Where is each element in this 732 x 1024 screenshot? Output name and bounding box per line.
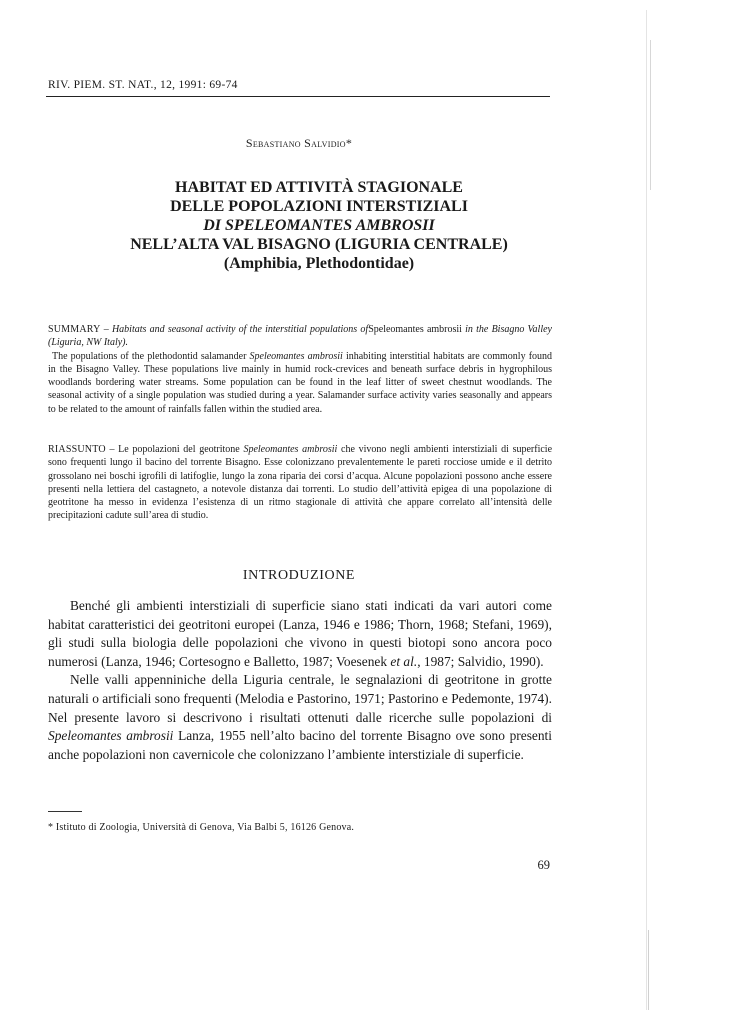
section-heading: INTRODUZIONE <box>242 568 356 583</box>
riassunto-species: Speleomantes ambrosii <box>243 444 338 455</box>
body-text <box>48 597 552 764</box>
paragraph <box>48 671 552 764</box>
summary-text: The populations of the plethodontid salamander <box>52 350 247 362</box>
riassunto-label: RIASSUNTO <box>48 444 106 455</box>
title-line: DI SPELEOMANTES AMBROSII <box>203 217 435 234</box>
riassunto-text: Le popolazioni del geotritone <box>118 444 240 455</box>
page-number: 69 <box>537 858 550 872</box>
author-name: Sebastiano Salvidio* <box>245 136 353 150</box>
paragraph-text: Nelle valli appenniniche della Liguria centrale, le segnalazioni di geotritone in grotte naturali o artificiali sono frequenti (Melodia e Pastorino, 1971; Pastorino e Pedemonte, 1974). Nel presente lavoro si descrivono i risultati ottenuti dalle ricerche sulle popolazioni di <box>48 672 552 725</box>
paragraph-text: Lanza, 1955 nell’alto bacino del torrente Bisagno ove sono presenti anche popolazioni non cavernicole che colonizzano l’ambiente interstiziale di superficie. <box>48 728 552 762</box>
footnote-rule <box>48 811 82 812</box>
title-line: DELLE POPOLAZIONI INTERSTIZIALI <box>170 198 468 215</box>
summary-text: inhabiting interstitial habitats are commonly found in the Bisagno Valley. These populations live mainly in humid rock-crevices and beneath surface debris in hygrophilous woodlands bordering water streams. Some population can be found in the leaf litter of sweet chestnut woodlands. The seasonal activity of a single population was studied during a year. Salamander surface activity varies seasonally and appears to be related to the amount of rainfalls fallen within the studied area. <box>48 350 553 415</box>
paragraph <box>48 597 552 671</box>
scan-edge-line <box>646 10 647 1010</box>
paragraph-text: , 1987; Salvidio, 1990). <box>417 653 544 669</box>
title-line: HABITAT ED ATTIVITÀ STAGIONALE <box>175 179 463 196</box>
summary-label: SUMMARY <box>48 324 101 335</box>
paragraph-text: Benché gli ambienti interstiziali di superficie siano stati indicati da vari autori come habitat caratteristici dei geotritoni europei (Lanza, 1946 e 1986; Thorn, 1968; Stefani, 1969), gli studi sulla biologia delle popolazioni che vivono in questi biotopi sono ancora poco numerosi (Lanza, 1946; Cortesogno e Balletto, 1987; Voesenek <box>48 598 552 669</box>
header-rule <box>46 96 550 97</box>
summary-title-location: in the Bisagno Valley (Liguria, NW Italy). <box>48 324 552 349</box>
title-line: NELL’ALTA VAL BISAGNO (LIGURIA CENTRALE) <box>130 236 508 253</box>
paragraph-species: Speleomantes ambrosii <box>48 728 174 744</box>
citation-et-al: et al. <box>390 653 418 669</box>
journal-citation-header: RIV. PIEM. ST. NAT., 12, 1991: 69-74 <box>48 79 238 91</box>
summary-abstract: SUMMARY – Habitats and seasonal activity of the interstitial populations ofSpeleomantes ambrosii in the Bisagno Valley (Liguria, NW Italy). The populations of the plethodontid salamander Speleomantes ambrosii inhabiting interstitial habitats are commonly found in the Bisagno Valley. These populations live mainly in humid rock-crevices and beneath surface debris in hygrophilous woodlands bordering water streams. Some population can be found in the leaf litter of sweet chestnut woodlands. The seasonal activity of a single population was studied during a year. Salamander surface activity varies seasonally and appears to be related to the amount of rainfalls fallen within the studied area. <box>48 324 553 415</box>
riassunto-abstract: RIASSUNTO – Le popolazioni del geotritone Speleomantes ambrosii che vivono negli ambienti interstiziali di superficie sono frequenti lungo il bacino del torrente Bisagno. Esse colonizzano prevalentemente le pareti rocciose umide e il detrito grossolano nei boschi igrofili di latifoglie, lungo la zona riparia dei corsi d’acqua. Alcune popolazioni possono anche essere presenti nella lettiera del castagneto, a notevole distanza dai torrenti. Lo studio dell’attività epigea di una popolazione di geotritone ha messo in evidenza l’esistenza di un ritmo stagionale di attività che appare correlato all’intensità delle precipitazioni cadute sull’area di studio. <box>48 444 553 522</box>
riassunto-text: che vivono negli ambienti interstiziali di superficie sono frequenti lungo il bacino del torrente Bisagno. Esse colonizzano prevalentemente le pareti rocciose umide e il detrito grossolano nei boschi igrofili di latifoglie, lungo la zona riparia dei corsi d’acqua. Alcune popolazioni possono anche essere presenti nella lettiera del castagneto, a notevole distanza dai torrenti. Lo studio dell’attività epigea di una popolazione di geotritone ha messo in evidenza l’esistenza di un ritmo stagionale di attività che appare correlato all’intensità delle precipitazioni cadute sull’area di studio. <box>48 444 553 522</box>
summary-title: Habitats and seasonal activity of the interstitial populations of <box>111 324 369 335</box>
footnote-affiliation: * Istituto di Zoologia, Università di Genova, Via Balbi 5, 16126 Genova. <box>48 822 355 833</box>
summary-title-species: Speleomantes ambrosii <box>368 324 462 335</box>
scan-edge-line <box>648 930 649 1010</box>
title-line: (Amphibia, Plethodontidae) <box>223 255 415 272</box>
article-title <box>40 178 598 273</box>
scan-edge-line <box>650 40 651 190</box>
summary-species: Speleomantes ambrosii <box>249 350 343 362</box>
